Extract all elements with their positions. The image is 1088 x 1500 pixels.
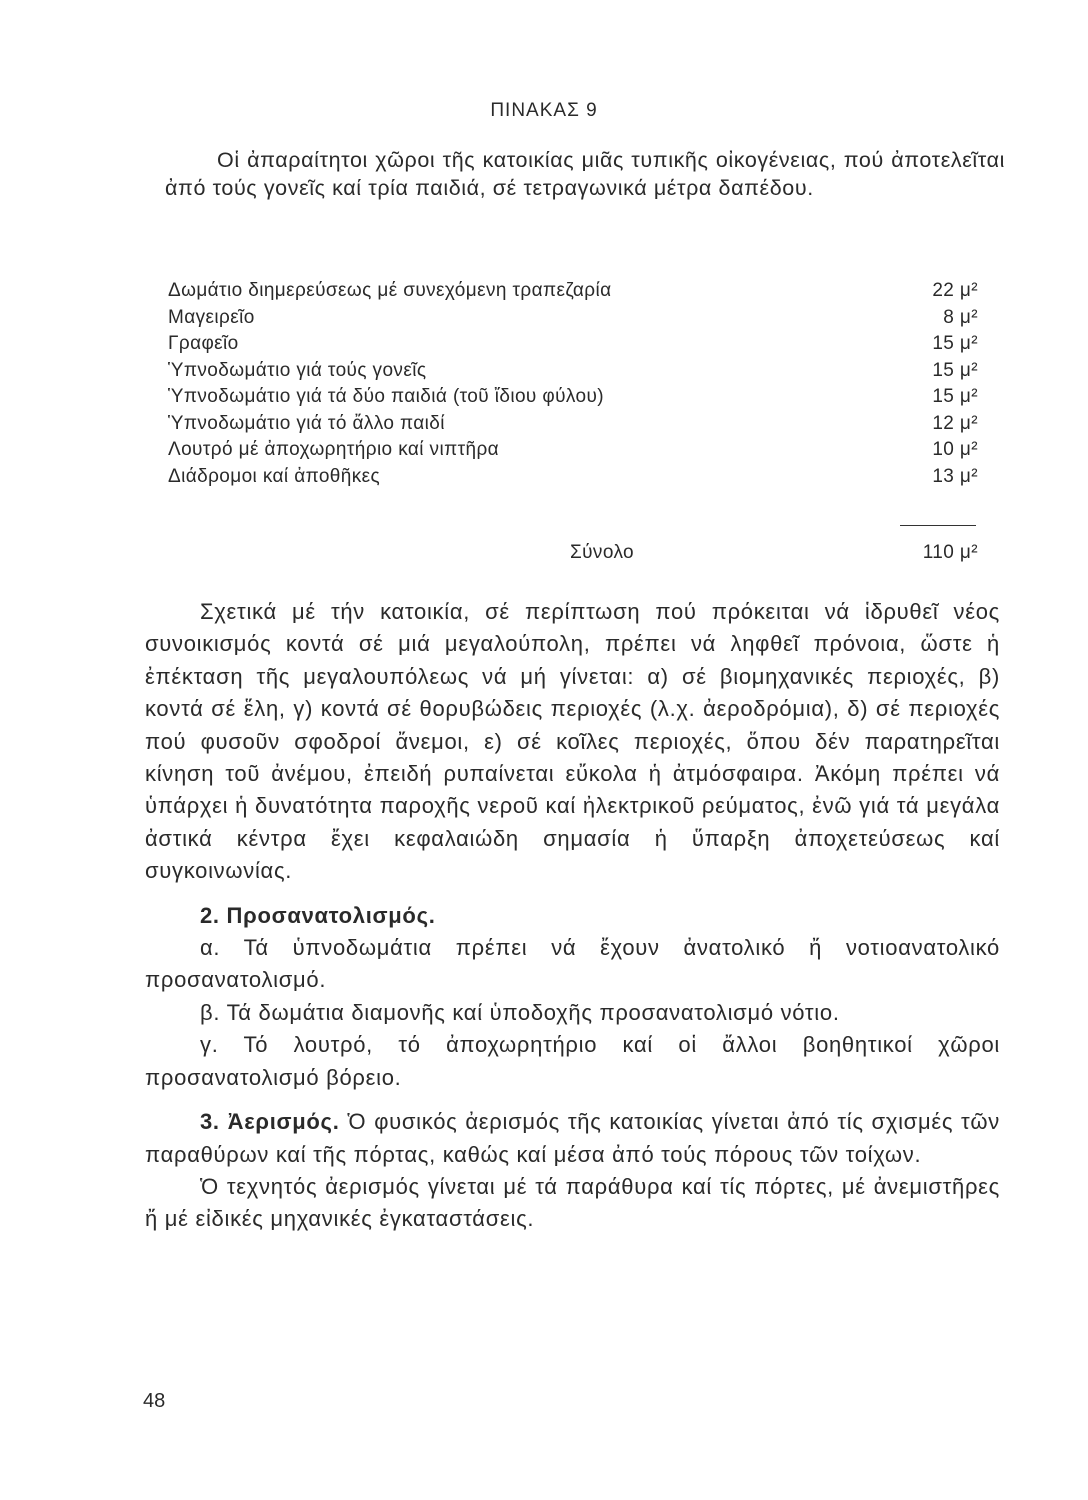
section3-heading: 3. Ἀερισμός. xyxy=(200,1109,340,1135)
table-row xyxy=(168,307,978,334)
section2-heading: 2. Προσανατολισμός. xyxy=(200,902,436,928)
room-name: Μαγειρεῖο xyxy=(168,306,255,328)
section-heading xyxy=(145,900,1000,932)
room-area-table xyxy=(168,280,978,492)
table-row xyxy=(168,280,978,307)
table-row xyxy=(168,333,978,360)
room-area: 8 μ² xyxy=(943,306,978,328)
total-row xyxy=(168,542,978,564)
room-name: Ὑπνοδωμάτιο γιά τούς γονεῖς xyxy=(168,359,427,381)
room-area: 12 μ² xyxy=(932,412,978,434)
room-name: Ὑπνοδωμάτιο γιά τά δύο παιδιά (τοῦ ἴδιου φύλου) xyxy=(168,386,605,407)
table-row xyxy=(168,413,978,440)
table-caption xyxy=(165,146,1005,202)
room-name: Ὑπνοδωμάτιο γιά τό ἄλλο παιδί xyxy=(168,412,445,434)
room-area: 15 μ² xyxy=(932,333,978,354)
intro-paragraph: Σχετικά μέ τήν κατοικία, σέ περίπτωση πού πρόκειται νά ἱδρυθεῖ νέος συνοικισμός κοντά σέ μιά μεγαλούπολη, πρέπει νά ληφθεῖ πρόνοια, ὥστε ἡ ἐπέκταση τῆς μεγαλουπόλεως νά μή γίνεται: α) σέ βιομηχανικές περιοχές, β) κοντά σέ ἕλη, γ) κοντά σέ θορυβώδεις περιοχές (λ.χ. ἀεροδρόμια), δ) σέ περιοχές πού φυσοῦν σφοδροί ἄνεμοι, ε) σέ κοῖλες περιοχές, ὅπου δέν παρατηρεῖται κίνηση τοῦ ἀνέμου, ἐπειδή ρυπαίνεται εὔκολα ἡ ἀτμόσφαιρα. Ἀκόμη πρέπει νά ὑπάρχει ἡ δυνατότητα παροχῆς νεροῦ καί ἠλεκτρικοῦ ρεύματος, ἐνῶ γιά τά μεγάλα ἀστικά κέντρα ἔχει κεφαλαιώδη σημασία ἡ ὕπαρξη ἀποχετεύσεως καί συγκοινωνίας. xyxy=(145,599,1000,884)
page-number: 48 xyxy=(143,1390,166,1412)
room-name: Γραφεῖο xyxy=(168,333,239,354)
total-label: Σύνολο xyxy=(570,542,635,563)
room-name: Δωμάτιο διημερεύσεως μέ συνεχόμενη τραπεζαρία xyxy=(168,280,612,301)
caption-text: Οἱ ἀπαραίτητοι χῶροι τῆς κατοικίας μιᾶς τυπικῆς οἰκογένειας, πού ἀποτελεῖται ἀπό τούς γονεῖς καί τρία παιδιά, σέ τετραγωνικά μέτρα δαπέδου. xyxy=(165,148,1005,200)
section2-item-c: γ. Τό λουτρό, τό ἀποχωρητήριο καί οἱ ἄλλοι βοηθητικοί χῶροι προσανατολισμό βόρειο. xyxy=(145,1032,1000,1090)
room-name: Λουτρό μέ ἀποχωρητήριο καί νιπτῆρα xyxy=(168,439,500,460)
table-row xyxy=(168,360,978,387)
total-divider xyxy=(900,525,976,526)
section3-paragraph xyxy=(145,1106,1000,1171)
section3-text: Ὁ φυσικός ἀερισμός τῆς κατοικίας γίνεται ἀπό τίς σχισμές τῶν παραθύρων καί τῆς πόρτας, καθώς καί μέσα ἀπό τούς πόρους τῶν τοίχων. xyxy=(145,1109,1001,1167)
section2-item-a: α. Τά ὑπνοδωμάτια πρέπει νά ἔχουν ἀνατολικό ἤ νοτιοανατολικό προσανατολισμό. xyxy=(145,935,1000,993)
section2-item-b: β. Τά δωμάτια διαμονῆς καί ὑποδοχῆς προσανατολισμό νότιο. xyxy=(200,999,840,1025)
section3-paragraph-2: Ὁ τεχνητός ἀερισμός γίνεται μέ τά παράθυρα καί τίς πόρτες, μέ ἀνεμιστῆρες ἤ μέ εἰδικές μηχανικές ἐγκαταστάσεις. xyxy=(145,1173,1000,1232)
table-row xyxy=(168,466,978,493)
room-area: 13 μ² xyxy=(932,465,978,487)
table-row xyxy=(168,386,978,413)
room-area: 15 μ² xyxy=(932,386,978,407)
room-name: Διάδρομοι καί ἀποθῆκες xyxy=(168,465,381,487)
body-text xyxy=(145,596,1000,1236)
table-title: ΠΙΝΑΚΑΣ 9 xyxy=(490,100,598,121)
room-area: 10 μ² xyxy=(932,439,978,460)
room-area: 15 μ² xyxy=(932,359,978,381)
table-row xyxy=(168,439,978,466)
total-value: 110 μ² xyxy=(922,542,978,563)
room-area: 22 μ² xyxy=(932,280,978,301)
